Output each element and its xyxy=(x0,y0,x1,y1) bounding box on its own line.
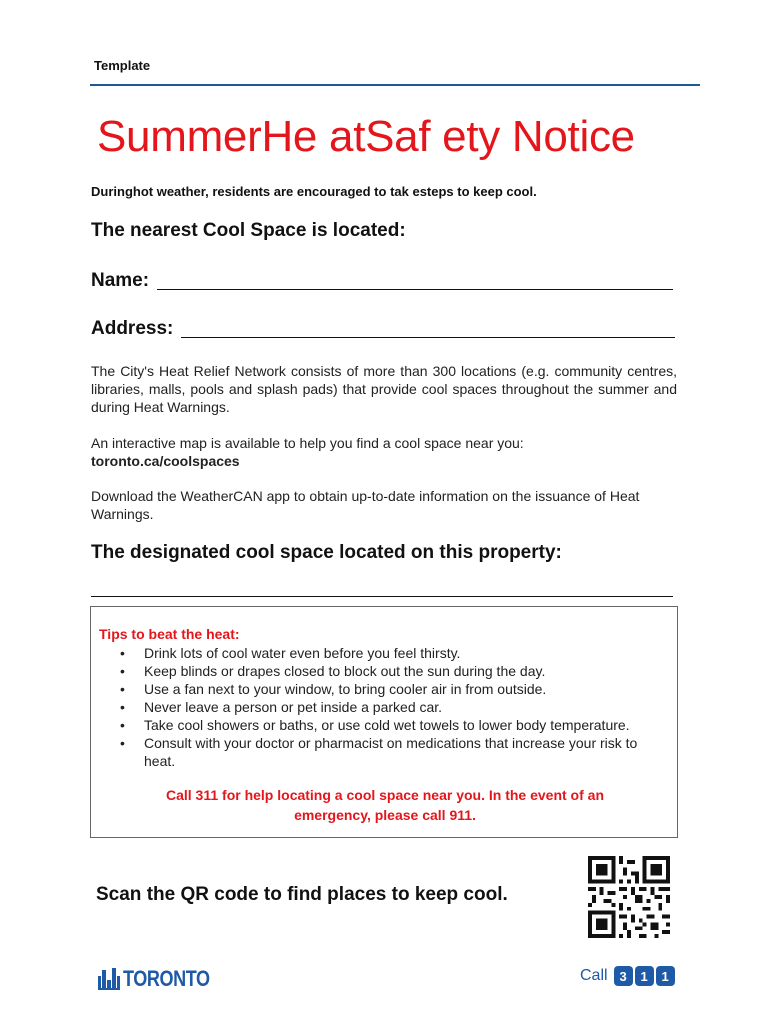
digit-1b: 1 xyxy=(656,966,675,986)
toronto-wordmark: TORONTO xyxy=(123,966,210,991)
address-label: Address: xyxy=(91,318,174,339)
coolspaces-link[interactable]: toronto.ca/coolspaces xyxy=(91,453,240,469)
weathercan-paragraph: Download the WeatherCAN app to obtain up-to-date information on the issuance of Heat Warnings. xyxy=(91,488,640,522)
bullet-icon: • xyxy=(120,699,125,715)
bullet-icon: • xyxy=(120,735,125,751)
designated-heading: The designated cool space located on this property: xyxy=(91,542,562,563)
bullet-icon: • xyxy=(120,681,125,697)
toronto-logo xyxy=(98,962,229,990)
template-label: Template xyxy=(94,58,151,73)
name-field xyxy=(91,266,673,292)
heat-relief-paragraph: The City's Heat Relief Network consists of more than 300 locations (e.g. community centres, libraries, malls, pools and splash pads) that provide cool spaces throughout the summer and during Heat Warnings. xyxy=(91,363,677,415)
intro-text: Duringhot weather, residents are encouraged to tak esteps to keep cool. xyxy=(91,184,537,199)
page-title: SummerHe atSaf ety Notice xyxy=(97,112,635,161)
qr-code-icon[interactable] xyxy=(588,856,670,938)
nearest-heading: The nearest Cool Space is located: xyxy=(91,220,406,241)
tips-box xyxy=(90,606,678,838)
bullet-icon: • xyxy=(120,645,125,661)
list-item: • Drink lots of cool water even before you feel thirsty. xyxy=(120,645,461,661)
call-311-badge xyxy=(580,966,675,986)
header-divider xyxy=(90,84,700,86)
call-line-2: emergency, please call 911. xyxy=(294,807,476,823)
map-text: An interactive map is available to help you find a cool space near you: xyxy=(91,435,524,451)
city-hall-icon xyxy=(98,966,120,990)
list-item: • Take cool showers or baths, or use cold wet towels to lower body temperature. xyxy=(120,717,630,733)
digit-1: 1 xyxy=(635,966,654,986)
address-blank-line xyxy=(181,319,675,338)
map-paragraph xyxy=(91,434,677,470)
tips-list xyxy=(91,644,679,770)
tips-title: Tips to beat the heat: xyxy=(99,626,240,642)
digit-3: 3 xyxy=(614,966,633,986)
bullet-icon: • xyxy=(120,717,125,733)
list-item: • Consult with your doctor or pharmacist on medications that increase your risk to heat. xyxy=(120,735,638,769)
scan-qr-text: Scan the QR code to find places to keep cool. xyxy=(96,884,508,905)
name-label: Name: xyxy=(91,270,150,291)
list-item: • Use a fan next to your window, to bring cooler air in from outside. xyxy=(120,681,547,697)
call-311-notice xyxy=(91,785,679,825)
call-label: Call xyxy=(580,967,608,984)
list-item: • Keep blinds or drapes closed to block out the sun during the day. xyxy=(120,663,546,679)
designated-blank-line xyxy=(91,596,673,597)
name-blank-line xyxy=(157,271,673,290)
list-item: • Never leave a person or pet inside a parked car. xyxy=(120,699,443,715)
address-field xyxy=(91,314,675,340)
bullet-icon: • xyxy=(120,663,125,679)
call-line-1: Call 311 for help locating a cool space near you. In the event of an xyxy=(165,787,604,803)
